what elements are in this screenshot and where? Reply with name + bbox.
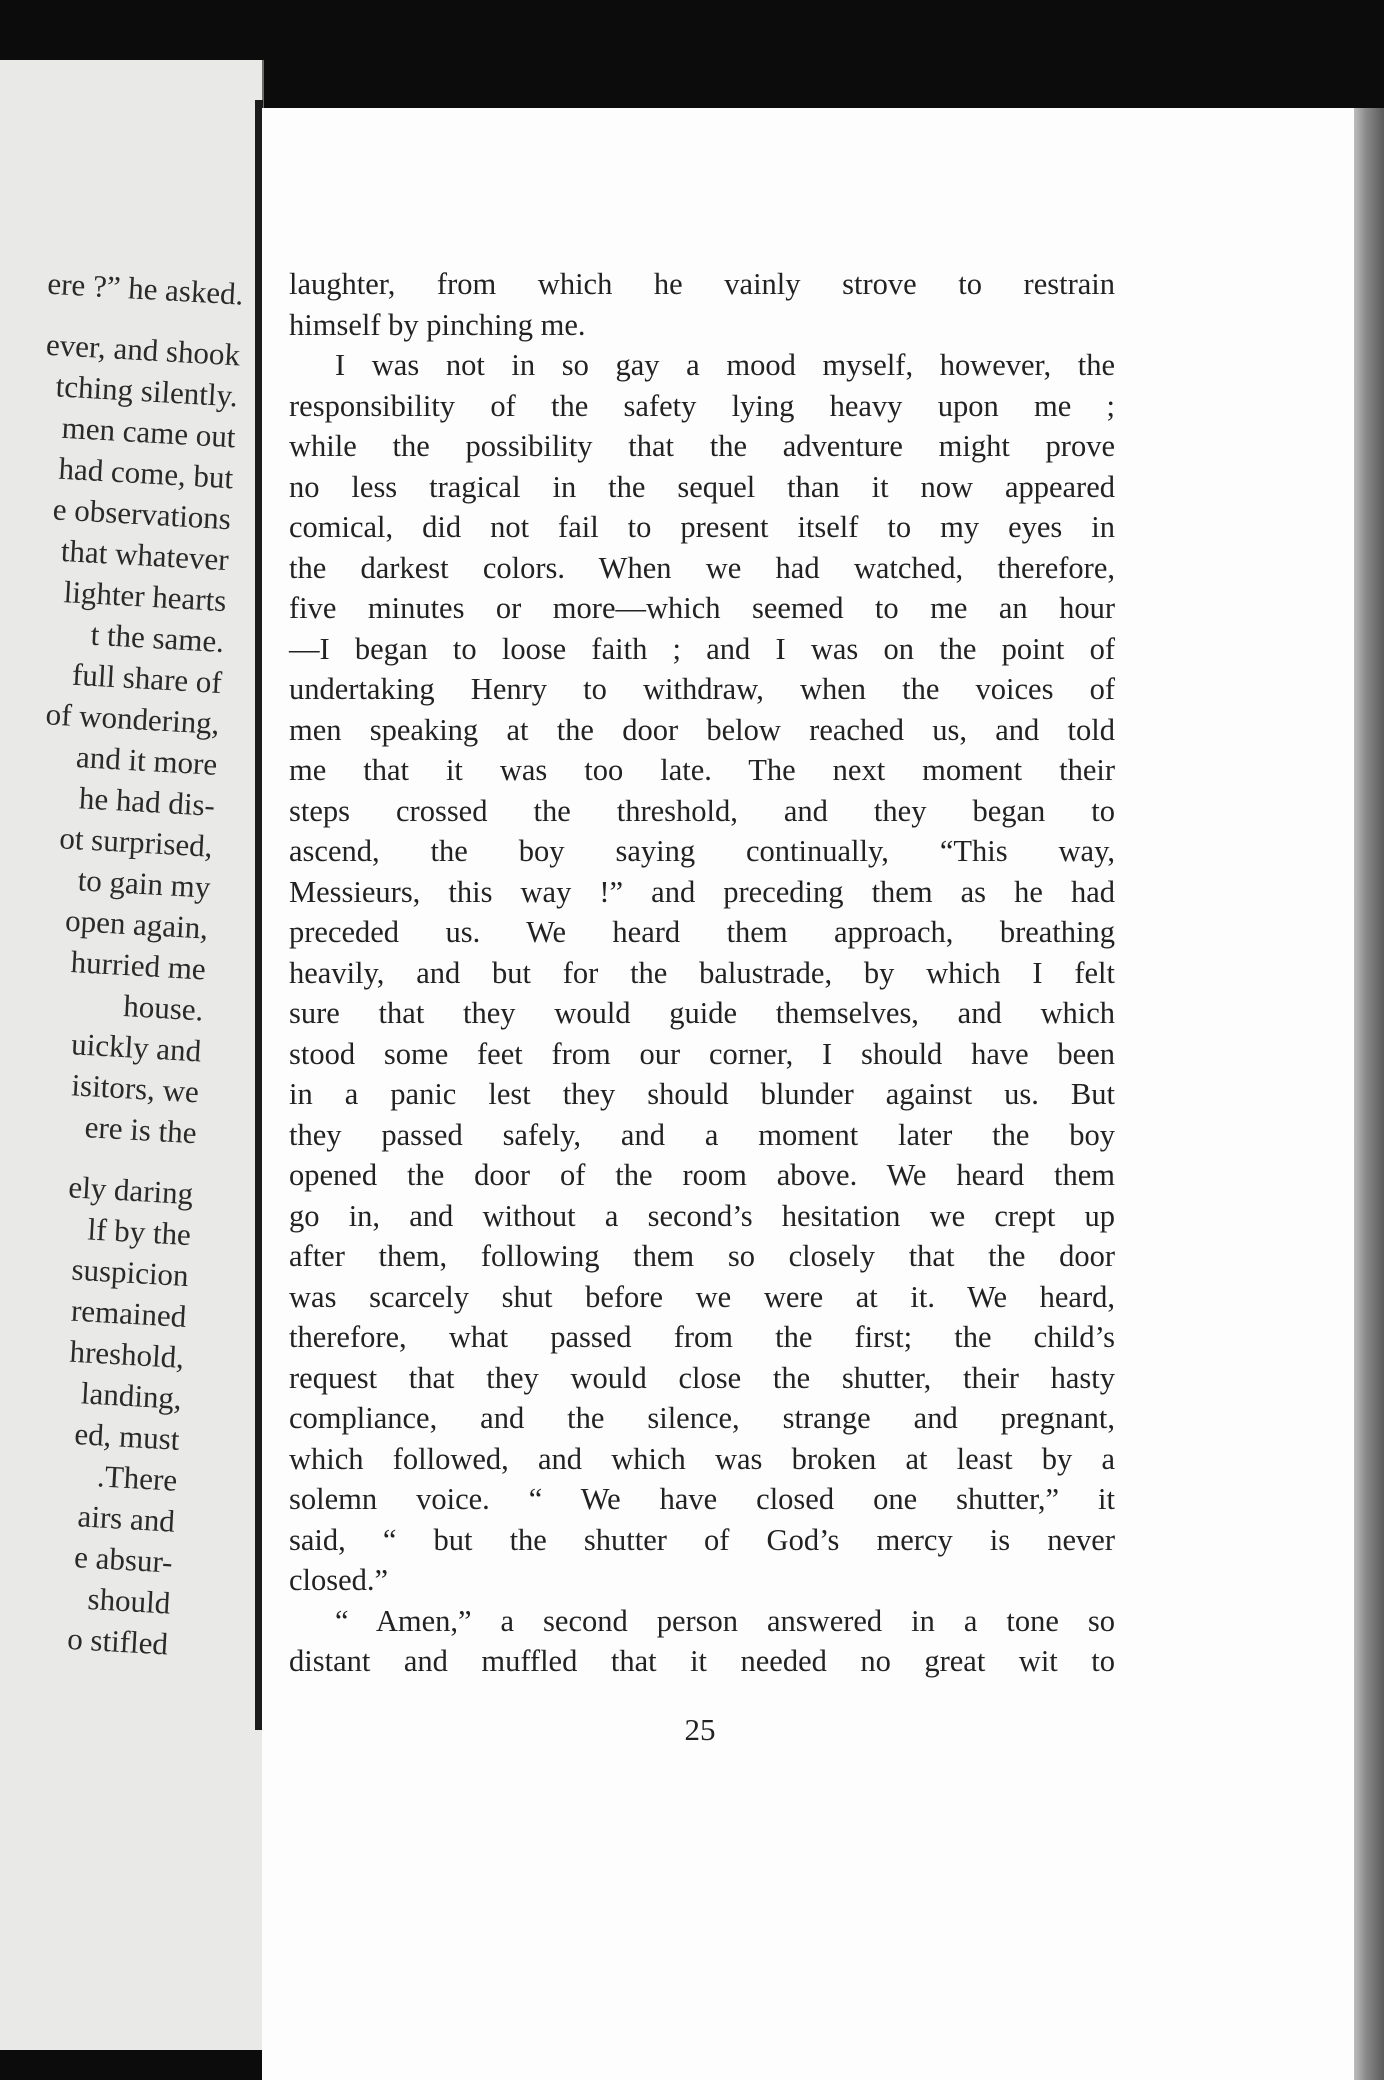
text-line: stood some feet from our corner, I should have been — [289, 1036, 1115, 1071]
text-line: —I began to loose faith ; and I was on the point of — [289, 631, 1115, 666]
text-line: I was not in so gay a mood myself, however, the — [335, 348, 1115, 382]
left-line: should — [86, 1581, 172, 1621]
text-line: laughter, from which he vainly strove to restrain — [289, 267, 1115, 301]
left-page-text — [0, 260, 245, 1665]
text-line: ascend, the boy saying continually, “This way, — [289, 834, 1115, 868]
left-line: airs and — [76, 1498, 176, 1539]
left-line: uickly and — [70, 1026, 203, 1069]
text-line: undertaking Henry to withdraw, when the voices of — [289, 672, 1115, 706]
text-line: comical, did not fail to present itself to my eyes in — [289, 510, 1115, 544]
left-line: house. — [122, 988, 205, 1028]
text-line: me that it was too late. The next moment their — [289, 753, 1115, 787]
left-line: to gain my — [76, 862, 212, 905]
left-line: ot surprised, — [58, 820, 214, 864]
text-line: five minutes or more—which seemed to me an hour — [289, 591, 1115, 625]
text-line: closed.” — [289, 1563, 389, 1597]
text-line: opened the door of the room above. We heard them — [289, 1158, 1115, 1192]
left-line: and it more — [75, 739, 219, 782]
left-line: lighter hearts — [62, 574, 228, 619]
left-line: suspicion — [70, 1251, 190, 1294]
text-line: said, “ but the shutter of God’s mercy is never — [289, 1522, 1115, 1557]
left-line: .There — [96, 1458, 179, 1498]
left-line: ely daring — [67, 1169, 195, 1212]
text-line: while the possibility that the adventure might prove — [289, 429, 1115, 463]
page-edge — [1354, 108, 1384, 2080]
left-line: ed, must — [73, 1416, 181, 1457]
left-line: t the same. — [89, 616, 226, 660]
text-line: was scarcely shut before we were at it. We heard, — [289, 1279, 1115, 1314]
text-line: himself by pinching me. — [289, 307, 586, 342]
left-line: he had dis- — [78, 780, 216, 823]
left-line: hreshold, — [68, 1333, 186, 1375]
left-line: that whatever — [60, 532, 230, 578]
left-line: hurried me — [69, 944, 207, 987]
left-line: full share of — [71, 656, 223, 701]
left-line: of wondering, — [44, 696, 221, 741]
text-line: go in, and without a second’s hesitation we crept up — [289, 1198, 1115, 1233]
left-line: ever, and shook — [45, 326, 242, 373]
text-line: heavily, and but for the balustrade, by which I felt — [289, 955, 1115, 990]
body-text — [289, 264, 1115, 1682]
page-number: 25 — [684, 1712, 716, 1747]
left-line: e observations — [51, 491, 232, 537]
text-line: in a panic lest they should blunder against us. But — [289, 1077, 1115, 1111]
text-line: solemn voice. “ We have closed one shutter,” it — [289, 1482, 1115, 1516]
left-line: isitors, we — [70, 1067, 200, 1110]
text-line: the darkest colors. When we had watched, therefore, — [289, 550, 1115, 585]
text-line: request that they would close the shutter, their hasty — [289, 1360, 1115, 1395]
text-line: “ Amen,” a second person answered in a tone so — [335, 1603, 1115, 1638]
left-page — [0, 60, 264, 2050]
left-line: ere is the — [83, 1109, 198, 1151]
text-line: which followed, and which was broken at least by a — [289, 1441, 1115, 1476]
text-line: preceded us. We heard them approach, breathing — [289, 915, 1115, 949]
left-line: ere ?” he asked. — [46, 265, 245, 312]
text-line: sure that they would guide themselves, and which — [289, 996, 1115, 1030]
text-line: Messieurs, this way !” and preceding them as he had — [289, 874, 1115, 909]
text-line: they passed safely, and a moment later the boy — [289, 1117, 1115, 1152]
left-line: tching silently. — [54, 368, 239, 414]
text-line: steps crossed the threshold, and they began to — [289, 793, 1115, 828]
text-line: after them, following them so closely that the door — [289, 1239, 1115, 1273]
text-line: men speaking at the door below reached us, and told — [289, 712, 1115, 747]
left-line: landing, — [80, 1375, 183, 1416]
text-line: responsibility of the safety lying heavy upon me ; — [289, 388, 1115, 423]
left-line: men came out — [60, 409, 237, 455]
text-line: distant and muffled that it needed no great wit to — [289, 1644, 1115, 1678]
text-line: therefore, what passed from the first; the child’s — [289, 1320, 1115, 1354]
left-line: had come, but — [57, 450, 235, 496]
left-line: e absur- — [73, 1539, 174, 1580]
left-line: remained — [70, 1292, 188, 1335]
text-line: compliance, and the silence, strange and pregnant, — [289, 1401, 1115, 1435]
left-line: lf by the — [86, 1211, 192, 1253]
text-line: no less tragical in the sequel than it now appeared — [289, 469, 1115, 504]
left-line: open again, — [64, 902, 210, 946]
left-line: o stifled — [66, 1620, 169, 1662]
